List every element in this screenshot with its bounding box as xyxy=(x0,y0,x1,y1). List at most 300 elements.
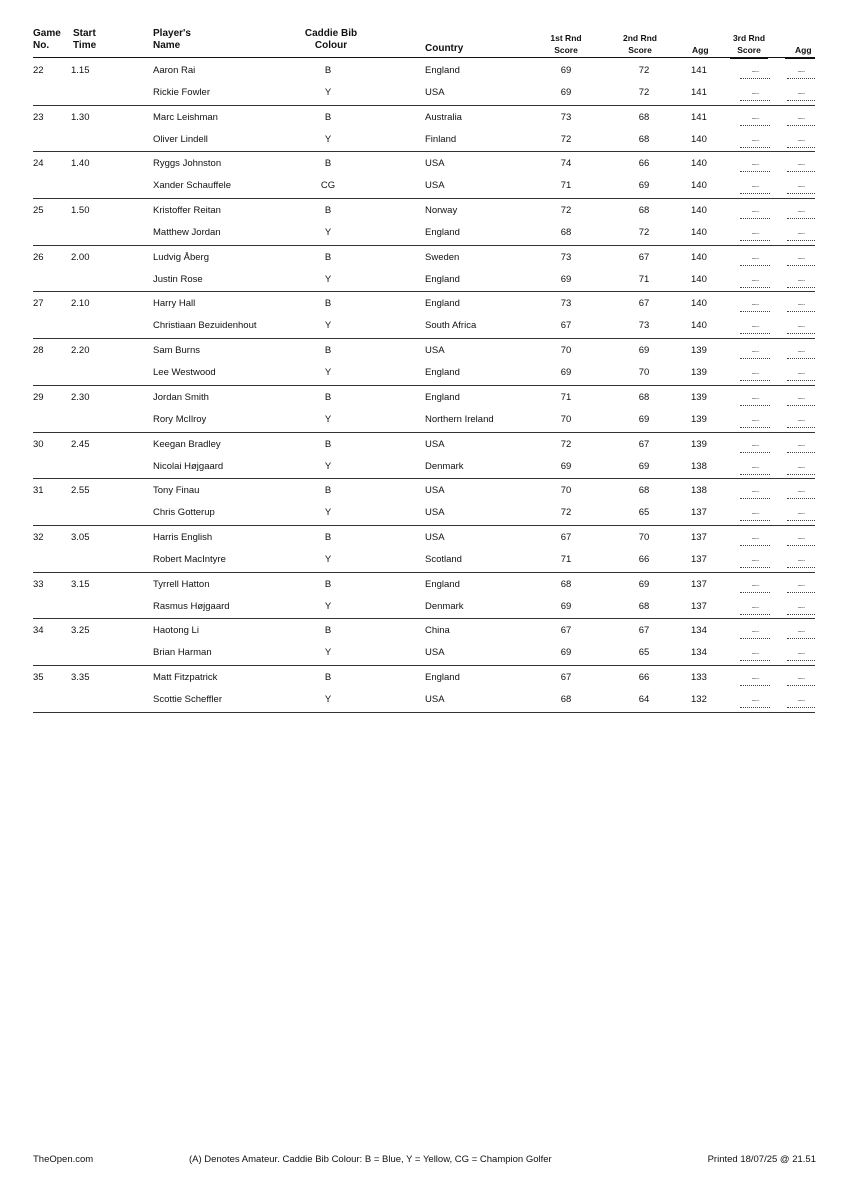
caddie-bib: Y xyxy=(324,647,332,659)
caddie-bib: Y xyxy=(324,553,332,565)
round3-score-blank: ...... xyxy=(740,624,770,639)
player-name: Jordan Smith xyxy=(153,391,209,403)
table-row xyxy=(33,153,815,175)
aggregate3-blank: ...... xyxy=(787,671,815,686)
round1-score: 71 xyxy=(560,391,572,403)
player-name: Sam Burns xyxy=(153,345,200,357)
player-country: USA xyxy=(425,485,445,497)
round3-score-blank: ...... xyxy=(740,646,770,661)
aggregate-score: 140 xyxy=(691,227,707,239)
caddie-bib: B xyxy=(324,345,332,357)
aggregate3-blank: ...... xyxy=(787,578,815,593)
player-name: Lee Westwood xyxy=(153,367,216,379)
table-row xyxy=(33,340,815,362)
round3-score-blank: ...... xyxy=(740,366,770,381)
aggregate-score: 132 xyxy=(691,693,707,705)
round2-score: 72 xyxy=(638,87,650,98)
round2-score: 73 xyxy=(638,320,650,332)
aggregate-score: 138 xyxy=(691,460,707,472)
aggregate3-blank: ...... xyxy=(787,531,815,546)
player-country: Norway xyxy=(425,205,458,217)
player-country: South Africa xyxy=(425,320,477,332)
player-country: Scotland xyxy=(425,553,462,565)
round2-score: 67 xyxy=(638,438,650,450)
player-country: USA xyxy=(425,87,445,98)
aggregate3-blank: ...... xyxy=(787,179,815,194)
table-row xyxy=(33,642,815,664)
table-row xyxy=(33,596,815,618)
aggregate-score: 140 xyxy=(691,298,707,310)
round2-score: 66 xyxy=(638,671,650,683)
table-row xyxy=(33,527,815,549)
round3-score-blank: ...... xyxy=(740,64,770,79)
player-name: Harry Hall xyxy=(153,298,196,310)
player-country: USA xyxy=(425,507,445,519)
game-number: 33 xyxy=(33,578,44,590)
player-name: Scottie Scheffler xyxy=(153,693,223,705)
round1-score: 73 xyxy=(560,251,572,263)
player-country: England xyxy=(425,227,460,239)
aggregate3-blank: ...... xyxy=(787,553,815,568)
round3-score-blank: ...... xyxy=(740,600,770,615)
player-name: Kristoffer Reitan xyxy=(153,205,221,217)
player-name: Nicolai Højgaard xyxy=(153,460,224,472)
caddie-bib: B xyxy=(324,438,332,450)
game-number: 30 xyxy=(33,438,44,450)
header-game-line2: No. xyxy=(33,40,50,51)
table-row xyxy=(33,315,815,337)
caddie-bib: Y xyxy=(324,507,332,519)
aggregate-score: 134 xyxy=(691,625,707,637)
player-country: Finland xyxy=(425,133,457,145)
game-number: 34 xyxy=(33,625,44,637)
game-group xyxy=(33,386,815,433)
game-group xyxy=(33,619,815,666)
round1-score: 67 xyxy=(560,320,572,332)
table-row xyxy=(33,456,815,478)
player-name: Marc Leishman xyxy=(153,111,218,123)
table-row xyxy=(33,129,815,151)
player-name: Justin Rose xyxy=(153,273,203,285)
aggregate-score: 139 xyxy=(691,438,707,450)
round1-score: 71 xyxy=(560,180,572,192)
start-time: 3.15 xyxy=(71,578,90,590)
round2-score: 66 xyxy=(638,158,650,170)
player-country: USA xyxy=(425,693,445,705)
aggregate-score: 140 xyxy=(691,158,707,170)
table-row xyxy=(33,82,815,104)
round3-score-blank: ...... xyxy=(740,133,770,148)
header-r2-line1: 2nd Rnd xyxy=(623,33,657,43)
game-number: 35 xyxy=(33,671,44,683)
start-time: 2.10 xyxy=(71,298,90,310)
player-country: Northern Ireland xyxy=(425,413,494,425)
aggregate-score: 137 xyxy=(691,507,707,519)
caddie-bib: B xyxy=(324,531,332,543)
round2-score: 65 xyxy=(638,507,650,519)
aggregate-score: 134 xyxy=(691,647,707,659)
round3-score-blank: ...... xyxy=(740,273,770,288)
game-group xyxy=(33,292,815,339)
game-number: 23 xyxy=(33,111,44,123)
round1-score: 73 xyxy=(560,111,572,123)
aggregate3-blank: ...... xyxy=(787,391,815,406)
round1-score: 72 xyxy=(560,438,572,450)
header-rnd3 xyxy=(726,32,772,56)
round2-score: 64 xyxy=(638,693,650,705)
aggregate3-blank: ...... xyxy=(787,86,815,101)
game-group xyxy=(33,479,815,526)
aggregate3-blank: ...... xyxy=(787,600,815,615)
round1-score: 68 xyxy=(560,693,572,705)
round2-score: 68 xyxy=(638,111,650,123)
round2-score: 70 xyxy=(638,367,650,379)
caddie-bib: Y xyxy=(324,413,332,425)
game-group xyxy=(33,106,815,153)
aggregate3-blank: ...... xyxy=(787,366,815,381)
player-country: USA xyxy=(425,158,445,170)
header-r2-line2: Score xyxy=(628,45,652,55)
aggregate3-blank: ...... xyxy=(787,344,815,359)
caddie-bib: B xyxy=(324,158,332,170)
player-name: Aaron Rai xyxy=(153,65,196,76)
caddie-bib: CG xyxy=(320,180,336,192)
round2-score: 72 xyxy=(638,227,650,239)
aggregate3-blank: ...... xyxy=(787,319,815,334)
player-country: Sweden xyxy=(425,251,460,263)
player-name: Tyrrell Hatton xyxy=(153,578,210,590)
round2-score: 67 xyxy=(638,251,650,263)
header-country: Country xyxy=(425,43,464,54)
game-group xyxy=(33,573,815,620)
aggregate3-blank: ...... xyxy=(787,226,815,241)
start-time: 1.40 xyxy=(71,158,90,170)
game-group xyxy=(33,433,815,480)
aggregate-score: 140 xyxy=(691,205,707,217)
round3-score-blank: ...... xyxy=(740,460,770,475)
round1-score: 69 xyxy=(560,87,572,98)
aggregate3-blank: ...... xyxy=(787,111,815,126)
player-country: USA xyxy=(425,345,445,357)
round1-score: 73 xyxy=(560,298,572,310)
start-time: 2.00 xyxy=(71,251,90,263)
round1-score: 69 xyxy=(560,273,572,285)
start-time: 1.30 xyxy=(71,111,90,123)
aggregate3-blank: ...... xyxy=(787,413,815,428)
round2-score: 68 xyxy=(638,485,650,497)
caddie-bib: B xyxy=(324,391,332,403)
aggregate3-blank: ...... xyxy=(787,133,815,148)
round1-score: 67 xyxy=(560,625,572,637)
header-caddie-bib xyxy=(303,28,359,52)
caddie-bib: B xyxy=(324,485,332,497)
player-name: Haotong Li xyxy=(153,625,199,637)
header-game-no xyxy=(33,28,61,52)
aggregate-score: 141 xyxy=(691,87,707,98)
game-number: 25 xyxy=(33,205,44,217)
header-name-line1: Player's xyxy=(153,28,191,39)
player-name: Rickie Fowler xyxy=(153,87,211,98)
caddie-bib: Y xyxy=(324,227,332,239)
player-name: Oliver Lindell xyxy=(153,133,208,145)
player-country: Denmark xyxy=(425,600,464,612)
caddie-bib: Y xyxy=(324,600,332,612)
table-row xyxy=(33,269,815,291)
player-country: USA xyxy=(425,180,445,192)
table-row xyxy=(33,293,815,315)
aggregate-score: 139 xyxy=(691,345,707,357)
table-row xyxy=(33,480,815,502)
aggregate3-blank: ...... xyxy=(787,460,815,475)
player-name: Rasmus Højgaard xyxy=(153,600,230,612)
aggregate-score: 137 xyxy=(691,553,707,565)
header-time-line1: Start xyxy=(73,28,96,39)
header-player-name xyxy=(153,28,191,52)
player-name: Matthew Jordan xyxy=(153,227,221,239)
start-time: 2.30 xyxy=(71,391,90,403)
player-name: Chris Gotterup xyxy=(153,507,215,519)
aggregate-score: 137 xyxy=(691,531,707,543)
aggregate-score: 137 xyxy=(691,600,707,612)
round2-score: 69 xyxy=(638,578,650,590)
round2-score: 69 xyxy=(638,180,650,192)
table-row xyxy=(33,247,815,269)
pairings-table xyxy=(0,59,849,713)
player-name: Harris English xyxy=(153,531,213,543)
round1-score: 68 xyxy=(560,227,572,239)
footer-note: (A) Denotes Amateur. Caddie Bib Colour: B = Blue, Y = Yellow, CG = Champion Golfer xyxy=(189,1154,552,1165)
table-row xyxy=(33,502,815,524)
player-name: Xander Schauffele xyxy=(153,180,231,192)
player-name: Keegan Bradley xyxy=(153,438,221,450)
aggregate-score: 140 xyxy=(691,320,707,332)
round2-score: 68 xyxy=(638,133,650,145)
round2-score: 67 xyxy=(638,625,650,637)
caddie-bib: B xyxy=(324,625,332,637)
header-rnd1 xyxy=(543,32,589,56)
table-row xyxy=(33,667,815,689)
player-name: Tony Finau xyxy=(153,485,200,497)
table-row xyxy=(33,387,815,409)
aggregate3-blank: ...... xyxy=(787,624,815,639)
player-country: USA xyxy=(425,531,445,543)
aggregate3-blank: ...... xyxy=(787,693,815,708)
round1-score: 70 xyxy=(560,413,572,425)
table-row xyxy=(33,409,815,431)
caddie-bib: B xyxy=(324,251,332,263)
start-time: 2.55 xyxy=(71,485,90,497)
player-name: Brian Harman xyxy=(153,647,212,659)
round2-score: 71 xyxy=(638,273,650,285)
header-time-line2: Time xyxy=(73,40,97,51)
header-r3-line1: 3rd Rnd xyxy=(732,33,766,43)
game-group xyxy=(33,246,815,293)
player-name: Ludvig Åberg xyxy=(153,251,209,263)
caddie-bib: B xyxy=(324,578,332,590)
game-number: 24 xyxy=(33,158,44,170)
aggregate-score: 139 xyxy=(691,367,707,379)
header-r3-line2: Score xyxy=(737,45,761,55)
game-number: 28 xyxy=(33,345,44,357)
caddie-bib: Y xyxy=(324,87,332,98)
round1-score: 74 xyxy=(560,158,572,170)
player-country: USA xyxy=(425,647,445,659)
player-country: China xyxy=(425,625,450,637)
aggregate-score: 140 xyxy=(691,251,707,263)
round3-score-blank: ...... xyxy=(740,179,770,194)
caddie-bib: B xyxy=(324,65,332,76)
round3-score-blank: ...... xyxy=(740,391,770,406)
round1-score: 69 xyxy=(560,367,572,379)
header-bib-line2: Colour xyxy=(314,40,348,51)
table-row xyxy=(33,200,815,222)
start-time: 1.15 xyxy=(71,65,90,76)
round3-score-blank: ...... xyxy=(740,413,770,428)
aggregate-score: 139 xyxy=(691,391,707,403)
game-group xyxy=(33,666,815,713)
round1-score: 68 xyxy=(560,578,572,590)
aggregate-score: 141 xyxy=(691,111,707,123)
aggregate3-blank: ...... xyxy=(787,646,815,661)
table-row xyxy=(33,175,815,197)
caddie-bib: B xyxy=(324,671,332,683)
round2-score: 69 xyxy=(638,413,650,425)
header-bib-line1: Caddie Bib xyxy=(304,28,358,39)
header-rnd2 xyxy=(617,32,663,56)
round2-score: 72 xyxy=(638,65,650,76)
round1-score: 70 xyxy=(560,345,572,357)
table-row xyxy=(33,549,815,571)
aggregate-score: 138 xyxy=(691,485,707,497)
round3-score-blank: ...... xyxy=(740,226,770,241)
player-country: Denmark xyxy=(425,460,464,472)
caddie-bib: B xyxy=(324,205,332,217)
header-game-line1: Game xyxy=(33,28,61,39)
round3-score-blank: ...... xyxy=(740,251,770,266)
round3-score-blank: ...... xyxy=(740,344,770,359)
round2-score: 68 xyxy=(638,600,650,612)
table-row xyxy=(33,107,815,129)
caddie-bib: B xyxy=(324,298,332,310)
header-agg: Agg xyxy=(692,45,709,55)
player-country: England xyxy=(425,578,460,590)
game-number: 22 xyxy=(33,65,44,76)
header-r1-line2: Score xyxy=(554,45,578,55)
start-time: 2.45 xyxy=(71,438,90,450)
start-time: 3.35 xyxy=(71,671,90,683)
player-country: England xyxy=(425,298,460,310)
round3-score-blank: ...... xyxy=(740,86,770,101)
player-country: Australia xyxy=(425,111,462,123)
round3-score-blank: ...... xyxy=(740,297,770,312)
caddie-bib: Y xyxy=(324,693,332,705)
round3-score-blank: ...... xyxy=(740,111,770,126)
round3-score-blank: ...... xyxy=(740,578,770,593)
round1-score: 67 xyxy=(560,531,572,543)
footer-site: TheOpen.com xyxy=(33,1154,94,1165)
start-time: 3.05 xyxy=(71,531,90,543)
round3-score-blank: ...... xyxy=(740,204,770,219)
player-name: Christiaan Bezuidenhout xyxy=(153,320,257,332)
aggregate-score: 140 xyxy=(691,273,707,285)
round3-score-blank: ...... xyxy=(740,319,770,334)
round1-score: 69 xyxy=(560,460,572,472)
round3-score-blank: ...... xyxy=(740,484,770,499)
start-time: 3.25 xyxy=(71,625,90,637)
table-row xyxy=(33,60,815,82)
table-row xyxy=(33,574,815,596)
round3-score-blank: ...... xyxy=(740,506,770,521)
game-group xyxy=(33,199,815,246)
aggregate3-blank: ...... xyxy=(787,157,815,172)
round3-score-blank: ...... xyxy=(740,671,770,686)
aggregate3-blank: ...... xyxy=(787,297,815,312)
start-time: 2.20 xyxy=(71,345,90,357)
player-country: England xyxy=(425,65,460,76)
player-name: Robert MacIntyre xyxy=(153,553,226,565)
aggregate-score: 140 xyxy=(691,133,707,145)
aggregate3-blank: ...... xyxy=(787,506,815,521)
round2-score: 69 xyxy=(638,345,650,357)
player-country: England xyxy=(425,273,460,285)
header-agg3: Agg xyxy=(795,45,812,55)
aggregate3-blank: ...... xyxy=(787,438,815,453)
game-number: 26 xyxy=(33,251,44,263)
caddie-bib: Y xyxy=(324,273,332,285)
table-row xyxy=(33,362,815,384)
round2-score: 68 xyxy=(638,391,650,403)
header-r1-line1: 1st Rnd xyxy=(550,33,582,43)
player-country: England xyxy=(425,391,460,403)
table-row xyxy=(33,222,815,244)
round1-score: 70 xyxy=(560,485,572,497)
round2-score: 70 xyxy=(638,531,650,543)
caddie-bib: Y xyxy=(324,320,332,332)
round1-score: 72 xyxy=(560,133,572,145)
aggregate-score: 140 xyxy=(691,180,707,192)
header-start-time xyxy=(73,28,96,52)
round1-score: 72 xyxy=(560,507,572,519)
aggregate-score: 141 xyxy=(691,65,707,76)
table-row xyxy=(33,434,815,456)
game-group xyxy=(33,59,815,106)
game-number: 29 xyxy=(33,391,44,403)
player-name: Rory McIlroy xyxy=(153,413,207,425)
game-group xyxy=(33,152,815,199)
round1-score: 72 xyxy=(560,205,572,217)
round3-score-blank: ...... xyxy=(740,157,770,172)
game-number: 32 xyxy=(33,531,44,543)
player-country: USA xyxy=(425,438,445,450)
caddie-bib: Y xyxy=(324,133,332,145)
table-row xyxy=(33,689,815,711)
round1-score: 71 xyxy=(560,553,572,565)
caddie-bib: Y xyxy=(324,460,332,472)
aggregate3-blank: ...... xyxy=(787,484,815,499)
round3-score-blank: ...... xyxy=(740,693,770,708)
round2-score: 68 xyxy=(638,205,650,217)
header-name-line2: Name xyxy=(153,40,181,51)
round1-score: 67 xyxy=(560,671,572,683)
game-number: 31 xyxy=(33,485,44,497)
round2-score: 67 xyxy=(638,298,650,310)
aggregate-score: 137 xyxy=(691,578,707,590)
round2-score: 69 xyxy=(638,460,650,472)
aggregate3-blank: ...... xyxy=(787,251,815,266)
aggregate3-blank: ...... xyxy=(787,273,815,288)
round3-score-blank: ...... xyxy=(740,531,770,546)
aggregate3-blank: ...... xyxy=(787,204,815,219)
